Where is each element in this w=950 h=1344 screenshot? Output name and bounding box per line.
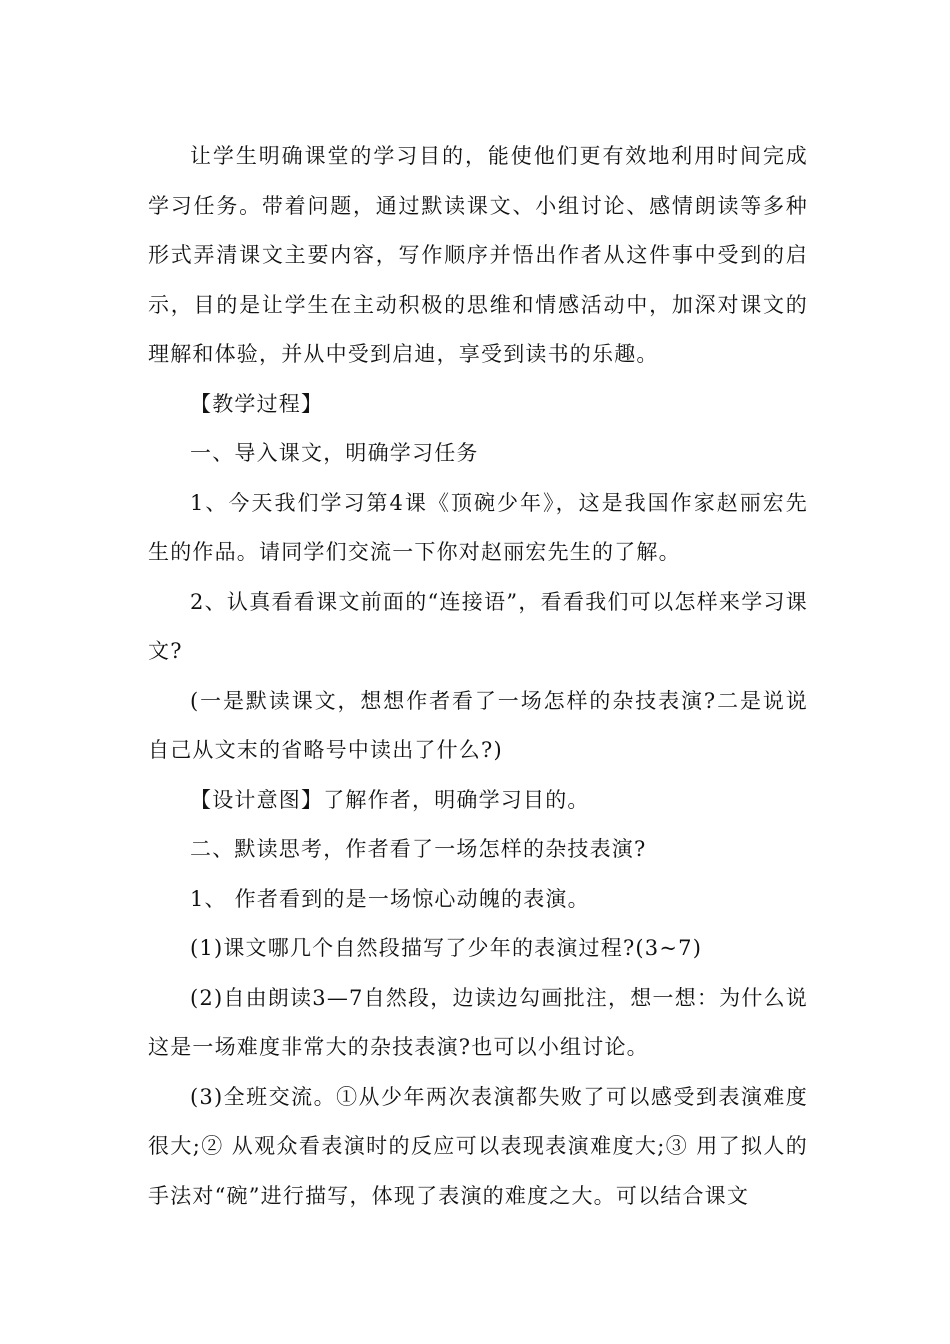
paragraph-step-2-answer: (一是默读课文，想想作者看了一场怎样的杂技表演?二是说说自己从文末的省略号中读出了什么?) <box>148 688 808 762</box>
paragraph-step-2: 2、认真看看课文前面的“连接语”，看看我们可以怎样来学习课文? <box>148 589 808 663</box>
paragraph-point-1: 1、 作者看到的是一场惊心动魄的表演。 <box>190 886 590 911</box>
paragraph-question-2: (2)自由朗读3—7自然段，边读边勾画批注，想一想：为什么说这是一场难度非常大的杂技表演?也可以小组讨论。 <box>148 985 808 1059</box>
paragraph-step-1: 1、今天我们学习第4课《顶碗少年》，这是我国作家赵丽宏先生的作品。请同学们交流一下你对赵丽宏先生的了解。 <box>148 490 808 564</box>
paragraph-question-1: (1)课文哪几个自然段描写了少年的表演过程?(3~7) <box>190 936 703 960</box>
paragraph-learning-purpose: 让学生明确课堂的学习目的，能使他们更有效地利用时间完成学习任务。带着问题，通过默读课文、小组讨论、感情朗读等多种形式弄清课文主要内容，写作顺序并悟出作者从这件事中受到的启示，目的是让学生在主动积极的思维和情感活动中，加深对课文的理解和体验，并从中受到启迪，享受到读书的乐趣。 <box>148 144 808 366</box>
heading-teaching-process: 【教学过程】 <box>190 391 324 416</box>
document-body <box>148 132 808 1221</box>
heading-section-one: 一、导入课文，明确学习任务 <box>190 441 479 465</box>
paragraph-design-intent: 【设计意图】了解作者，明确学习目的。 <box>190 787 590 812</box>
heading-section-two: 二、默读思考，作者看了一场怎样的杂技表演? <box>190 837 647 861</box>
paragraph-question-3: (3)全班交流。①从少年两次表演都失败了可以感受到表演难度很大;② 从观众看表演时的反应可以表现表演难度大;③ 用了拟人的手法对“碗”进行描写，体现了表演的难度之大。可以结合课文 <box>148 1084 808 1208</box>
